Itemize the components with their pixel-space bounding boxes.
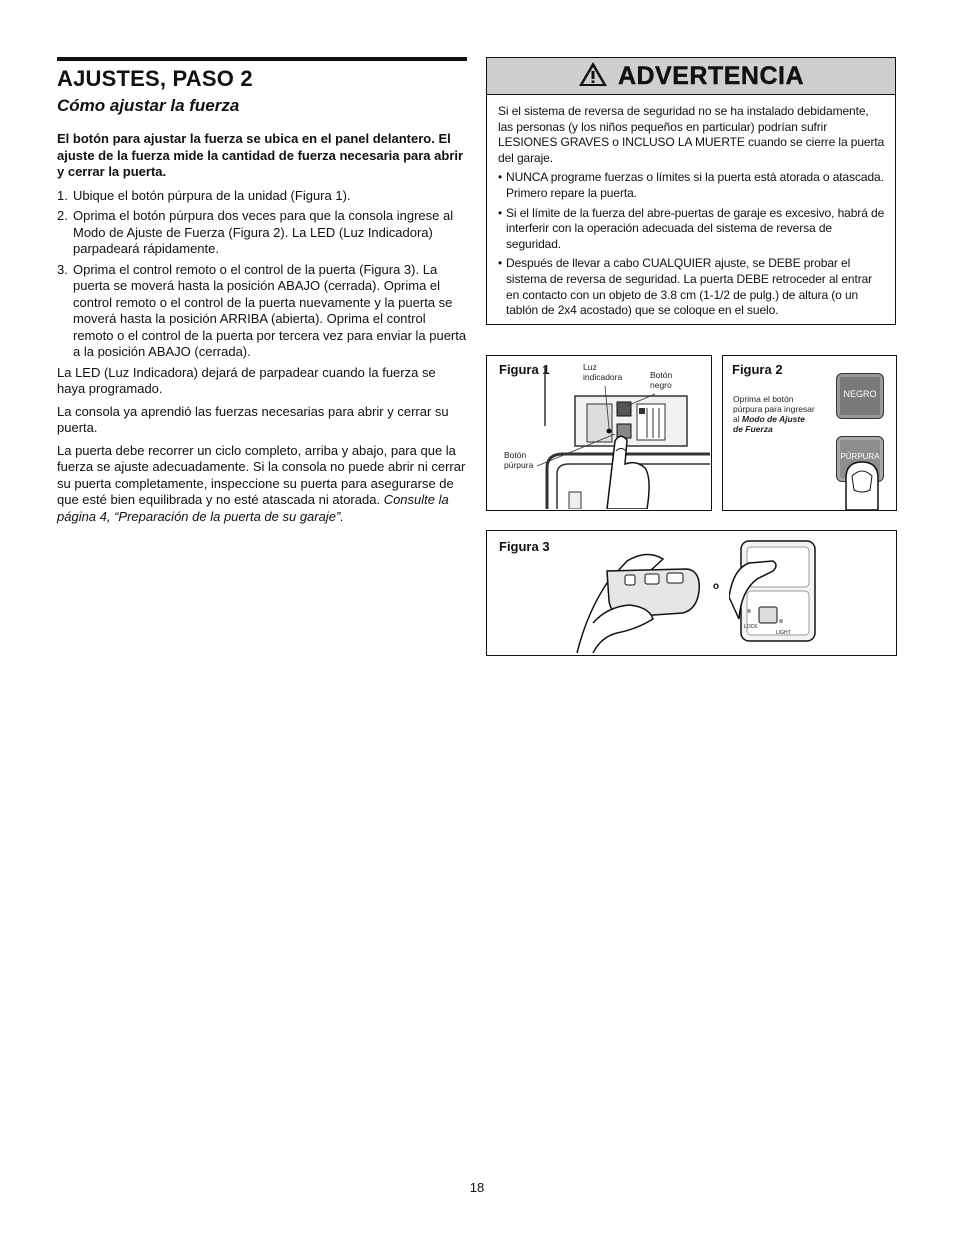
figure-1-label: Figura 1 xyxy=(499,362,550,377)
step-number: 1. xyxy=(57,187,68,203)
purple-button-label xyxy=(504,450,533,470)
led-label xyxy=(583,362,622,382)
or-text: o xyxy=(713,581,720,592)
led-label-line-2: indicadora xyxy=(583,372,623,382)
step-text: Oprima el botón púrpura dos veces para que la consola ingrese al Modo de Ajuste de Fuerza (Figura 2). La LED (Luz Indicadora) parpadeará rápidamente. xyxy=(73,208,454,256)
step-number: 2. xyxy=(57,208,68,223)
black-button-text: NEGRO xyxy=(843,389,877,399)
figure-2-caption xyxy=(733,394,815,434)
step-item xyxy=(57,208,467,258)
purple-button-label-line-2: púrpura xyxy=(504,460,534,470)
figure-2-label: Figura 2 xyxy=(732,362,783,377)
paragraph-console: La consola ya aprendió las fuerzas necesarias para abrir y cerrar su puerta. xyxy=(57,403,449,435)
section-title: AJUSTES, PASO 2 xyxy=(57,66,253,91)
steps-list xyxy=(57,188,467,361)
warning-bullet-text: NUNCA programe fuerzas o límites si la puerta está atorada o atascada. Primero repare la puerta. xyxy=(506,170,884,200)
warning-bullet: • Después de llevar a cabo CUALQUIER ajuste, se DEBE probar el sistema de reversa de seguridad. La puerta DEBE retroceder al entrar en contacto con un objeto de 3.8 cm (1-1/2 de pulg.) de altura (o un tablón de 2x4 acostado) que se coloque en el suelo. xyxy=(498,256,873,318)
warning-body xyxy=(487,95,895,319)
figure-2-caption-line-1: Oprima el botón xyxy=(733,394,794,404)
paragraph-cycle xyxy=(57,443,467,526)
lock-label: LOCK xyxy=(744,624,758,630)
step-text: Ubique el botón púrpura de la unidad (Figura 1). xyxy=(73,187,351,203)
warning-box xyxy=(486,57,896,325)
warning-lead: Si el sistema de reversa de seguridad no se ha instalado debidamente, las personas (y los niños pequeños en particular) podrían sufrir LESIONES GRAVES o INCLUSO LA MUERTE cuando se cierre la puerta del garaje. xyxy=(498,104,885,165)
figure-3 xyxy=(486,530,897,656)
step-text: Oprima el control remoto o el control de la puerta (Figura 3). La puerta se moverá hasta la posición ABAJO (cerrada). Oprima el control remoto o el control de la puerta nuevamente y la puerta se moverá hasta la posición ARRIBA (abierta). Oprima el control remoto o el control de la puerta por tercera vez para enviar la puerta a la posición ABAJO (cerrada). xyxy=(73,261,467,359)
led-label-line-1: Luz xyxy=(583,362,597,372)
figure-2 xyxy=(722,355,897,511)
warning-bullets xyxy=(498,170,885,318)
page-number: 18 xyxy=(469,1180,485,1195)
black-button-graphic xyxy=(836,373,884,419)
paragraph-led: La LED (Luz Indicadora) dejará de parpadear cuando la fuerza se haya programado. xyxy=(57,364,436,396)
warning-title: ADVERTENCIA xyxy=(617,61,805,90)
purple-button-label-line-1: Botón xyxy=(504,450,527,460)
paragraph-cycle-text: La puerta debe recorrer un ciclo completo, arriba y abajo, para que la fuerza se ajuste adecuadamente. Si la consola no puede abrir ni cerrar su puerta completamente, inspeccione su puerta para asegurarse de que esté bien equilibrada y no esté atascada ni atorada. xyxy=(57,442,466,507)
figure-2-caption-line-2: púrpura para ingresar xyxy=(733,404,815,414)
warning-bullet: • NUNCA programe fuerzas o límites si la puerta está atorada o atascada. Primero repare la puerta. xyxy=(498,170,884,200)
step-item xyxy=(57,262,467,361)
header-rule xyxy=(57,57,467,61)
warning-bullet-text: Si el límite de la fuerza del abre-puertas de garaje es excesivo, habrá de interferir con la operación adecuada del sistema de reversa de seguridad. xyxy=(506,205,885,251)
step-number: 3. xyxy=(57,261,68,277)
figure-1 xyxy=(486,355,712,511)
black-button-label-line-2: negro xyxy=(650,380,672,390)
figure-3-label: Figura 3 xyxy=(499,539,550,554)
light-label: LIGHT xyxy=(776,630,791,636)
figure-2-caption-line-3: al xyxy=(733,414,742,424)
figure-2-caption-mode-2: de Fuerza xyxy=(733,424,773,434)
warning-bullet: • Si el límite de la fuerza del abre-puertas de garaje es excesivo, habrá de interferir con la operación adecuada del sistema de reversa de seguridad. xyxy=(498,205,885,251)
black-button-label xyxy=(650,370,672,390)
figure-2-caption-mode: Modo de Ajuste xyxy=(741,414,805,424)
intro-paragraph: El botón para ajustar la fuerza se ubica en el panel delantero. El ajuste de la fuerza mide la cantidad de fuerza necesaria para abrir y cerrar la puerta. xyxy=(57,131,464,179)
remote-control-illustration xyxy=(567,543,707,653)
warning-bullet-text: Después de llevar a cabo CUALQUIER ajuste, se DEBE probar el sistema de reversa de seguridad. La puerta DEBE retroceder al entrar en contacto con un objeto de 3.8 cm (1-1/2 de pulg.) de altura (o un tablón de 2x4 acostado) que se coloque en el suelo. xyxy=(506,256,873,318)
step-item xyxy=(57,188,467,205)
warning-header xyxy=(487,58,895,95)
page-reference: Consulte la página 4, “Preparación de la puerta de su garaje”. xyxy=(57,492,449,524)
purple-button-text: PÚRPURA xyxy=(840,452,880,461)
warning-triangle-icon xyxy=(578,61,608,92)
section-subtitle: Cómo ajustar la fuerza xyxy=(57,96,240,115)
left-column xyxy=(57,57,467,525)
thumb-icon xyxy=(842,460,882,510)
black-button-label-line-1: Botón xyxy=(650,370,673,380)
